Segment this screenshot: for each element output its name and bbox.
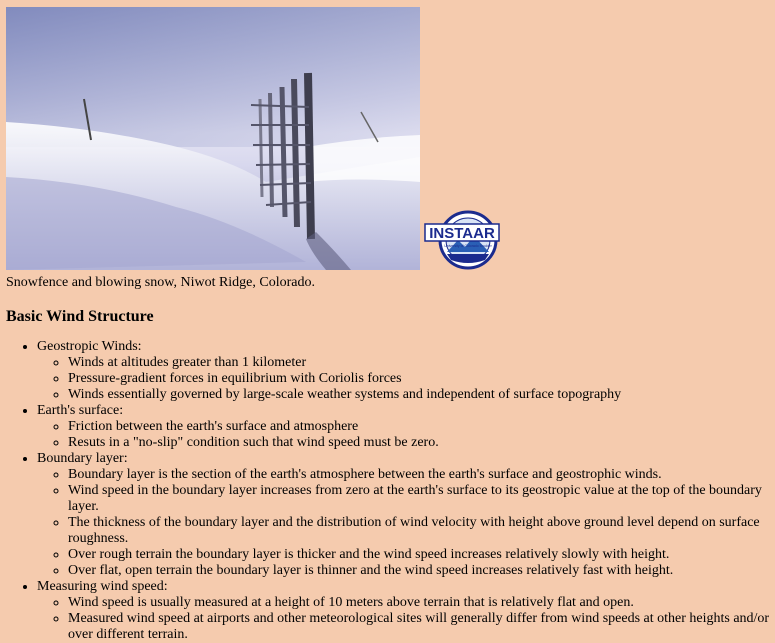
figure-row — [6, 7, 771, 270]
list-item: ◦ Wind speed is usually measured at a height of 10 meters above terrain that is relatively flat and open. — [68, 595, 771, 611]
logo-subtext: University of Colorado Boulder — [444, 244, 492, 248]
list-item: ◦ Over flat, open terrain the boundary layer is thinner and the wind speed increases relatively fast with height. — [68, 563, 771, 579]
list-item: ◦ Resuts in a "no-slip" condition such that wind speed must be zero. — [68, 435, 771, 451]
list-item: ◦ Wind speed in the boundary layer increases from zero at the earth's surface to its geostropic value at the top of the boundary layer. — [68, 483, 771, 515]
topic-label: Boundary layer: — [37, 451, 128, 466]
subtopic-list — [37, 355, 771, 403]
section-title: Basic Wind Structure — [6, 308, 154, 325]
instaar-logo — [423, 210, 501, 270]
list-item: ◦ Winds at altitudes greater than 1 kilometer — [68, 355, 771, 371]
list-item: ◦ Boundary layer is the section of the earth's atmosphere between the earth's surface and geostrophic winds. — [68, 467, 771, 483]
subtopic-list — [37, 595, 771, 643]
subtopic-list — [37, 467, 771, 579]
topic-label: Geostropic Winds: — [37, 339, 142, 354]
topic-item — [37, 579, 771, 643]
list-item: ◦ Winds essentially governed by large-scale weather systems and independent of surface topography — [68, 387, 771, 403]
topic-item — [37, 403, 771, 451]
photo-caption: Snowfence and blowing snow, Niwot Ridge, Colorado. — [6, 275, 315, 290]
list-item: ◦ The thickness of the boundary layer and the distribution of wind velocity with height above ground level depend on surface roughness. — [68, 515, 771, 547]
topic-list — [6, 339, 771, 643]
topic-item — [37, 451, 771, 579]
subtopic-list — [37, 419, 771, 451]
list-item: ◦ Measured wind speed at airports and other meteorological sites will generally differ from wind speeds at other heights and/or over different terrain. — [68, 611, 771, 643]
topic-label: Measuring wind speed: — [37, 579, 168, 594]
logo-wordmark: INSTAAR — [429, 225, 495, 242]
list-item: ◦ Friction between the earth's surface and atmosphere — [68, 419, 771, 435]
list-item: ◦ Pressure-gradient forces in equilibrium with Coriolis forces — [68, 371, 771, 387]
topic-item — [37, 339, 771, 403]
topic-label: Earth's surface: — [37, 403, 124, 418]
list-item: ◦ Over rough terrain the boundary layer is thicker and the wind speed increases relatively slowly with height. — [68, 547, 771, 563]
snowfence-photo — [6, 7, 420, 270]
